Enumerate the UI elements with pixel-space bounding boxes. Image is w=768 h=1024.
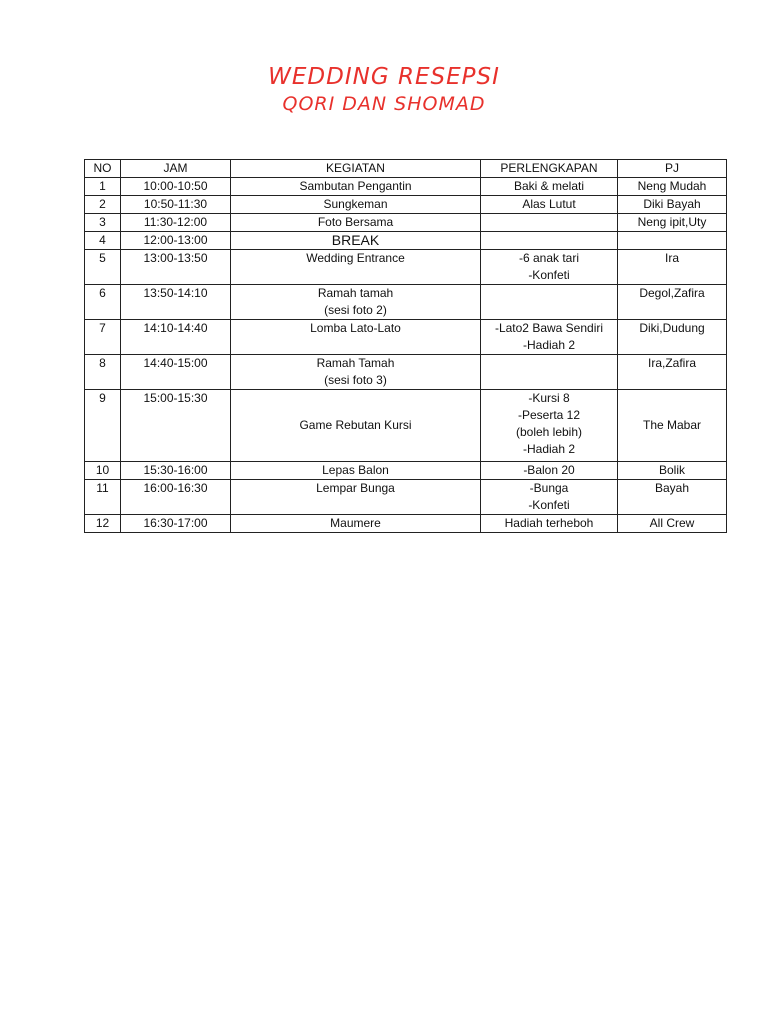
cell-no: 2 (85, 196, 121, 214)
cell-perlengkapan (481, 320, 618, 355)
cell-perlengkapan (481, 196, 618, 214)
cell-jam: 16:00-16:30 (121, 480, 231, 515)
cell-jam: 14:40-15:00 (121, 355, 231, 390)
cell-kegiatan-line: Ramah Tamah (316, 356, 395, 370)
cell-pj: Diki Bayah (618, 196, 727, 214)
table-header-row (85, 160, 727, 178)
cell-perlengkapan (481, 214, 618, 232)
cell-pj (618, 232, 727, 250)
table-row (85, 320, 727, 355)
cell-kegiatan-line: Lempar Bunga (316, 481, 395, 495)
cell-perlengkapan (481, 390, 618, 462)
cell-perlengkapan-line: -Lato2 Bawa Sendiri (494, 321, 604, 335)
table-row (85, 196, 727, 214)
cell-no: 6 (85, 285, 121, 320)
table-row (85, 232, 727, 250)
cell-jam: 15:30-16:00 (121, 462, 231, 480)
table-row (85, 355, 727, 390)
cell-kegiatan (231, 480, 481, 515)
cell-jam: 13:50-14:10 (121, 285, 231, 320)
cell-kegiatan (231, 214, 481, 232)
cell-perlengkapan-line: -Kursi 8 (528, 391, 570, 405)
cell-kegiatan-line: (sesi foto 2) (324, 303, 387, 317)
cell-perlengkapan (481, 250, 618, 285)
page-title: WEDDING RESEPSI (268, 64, 500, 90)
cell-perlengkapan (481, 355, 618, 390)
table-row (85, 178, 727, 196)
cell-kegiatan (231, 285, 481, 320)
cell-perlengkapan-line: -Konfeti (528, 498, 570, 512)
cell-kegiatan-line: Ramah tamah (317, 286, 394, 300)
schedule-body (85, 178, 727, 533)
cell-perlengkapan-line: -Bunga (529, 481, 569, 495)
cell-kegiatan-line: Game Rebutan Kursi (299, 418, 412, 432)
table-row (85, 515, 727, 533)
column-header-jam: JAM (121, 160, 231, 178)
cell-pj: The Mabar (618, 390, 727, 462)
cell-perlengkapan (481, 462, 618, 480)
cell-kegiatan-line: Wedding Entrance (306, 251, 405, 265)
cell-jam: 12:00-13:00 (121, 232, 231, 250)
cell-kegiatan-line: Sambutan Pengantin (299, 179, 412, 193)
cell-jam: 11:30-12:00 (121, 214, 231, 232)
cell-kegiatan-line: Maumere (330, 516, 381, 530)
cell-kegiatan-line: BREAK (331, 232, 380, 248)
cell-pj: Degol,Zafira (618, 285, 727, 320)
cell-pj: Bayah (618, 480, 727, 515)
cell-no: 9 (85, 390, 121, 462)
cell-kegiatan (231, 390, 481, 462)
cell-pj: Ira,Zafira (618, 355, 727, 390)
cell-perlengkapan (481, 178, 618, 196)
column-header-no: NO (85, 160, 121, 178)
table-row (85, 480, 727, 515)
cell-no: 7 (85, 320, 121, 355)
column-header-kegiatan: KEGIATAN (231, 160, 481, 178)
cell-kegiatan (231, 320, 481, 355)
cell-jam: 15:00-15:30 (121, 390, 231, 462)
cell-kegiatan (231, 462, 481, 480)
table-row (85, 390, 727, 462)
cell-perlengkapan-line: -Peserta 12 (517, 408, 581, 422)
cell-no: 11 (85, 480, 121, 515)
cell-kegiatan (231, 355, 481, 390)
cell-jam: 14:10-14:40 (121, 320, 231, 355)
cell-perlengkapan-line: -6 anak tari (518, 251, 580, 265)
cell-kegiatan-line: Foto Bersama (317, 215, 394, 229)
table-row (85, 250, 727, 285)
cell-pj: Neng Mudah (618, 178, 727, 196)
cell-perlengkapan (481, 232, 618, 250)
cell-kegiatan (231, 250, 481, 285)
cell-no: 8 (85, 355, 121, 390)
cell-perlengkapan (481, 285, 618, 320)
cell-kegiatan (231, 232, 481, 250)
cell-perlengkapan (481, 480, 618, 515)
cell-kegiatan (231, 196, 481, 214)
cell-jam: 10:50-11:30 (121, 196, 231, 214)
cell-perlengkapan-line: Alas Lutut (522, 197, 576, 211)
cell-kegiatan-line: Lepas Balon (322, 463, 389, 477)
cell-kegiatan-line: (sesi foto 3) (324, 373, 387, 387)
cell-kegiatan (231, 515, 481, 533)
cell-kegiatan-line: Sungkeman (323, 197, 388, 211)
cell-perlengkapan (481, 515, 618, 533)
page-subtitle: QORI DAN SHOMAD (282, 93, 486, 115)
cell-no: 10 (85, 462, 121, 480)
table-row (85, 214, 727, 232)
cell-pj: Neng ipit,Uty (618, 214, 727, 232)
cell-no: 4 (85, 232, 121, 250)
cell-no: 1 (85, 178, 121, 196)
cell-no: 5 (85, 250, 121, 285)
column-header-perlengkapan: PERLENGKAPAN (481, 160, 618, 178)
cell-no: 12 (85, 515, 121, 533)
cell-perlengkapan-line: -Hadiah 2 (522, 442, 576, 456)
table-row (85, 285, 727, 320)
cell-pj: All Crew (618, 515, 727, 533)
cell-jam: 13:00-13:50 (121, 250, 231, 285)
cell-perlengkapan-line: -Konfeti (528, 268, 570, 282)
cell-no: 3 (85, 214, 121, 232)
cell-perlengkapan-line: Baki & melati (513, 179, 585, 193)
cell-kegiatan-line: Lomba Lato-Lato (310, 321, 401, 335)
cell-pj: Diki,Dudung (618, 320, 727, 355)
cell-pj: Bolik (618, 462, 727, 480)
schedule-table (84, 159, 727, 533)
cell-jam: 16:30-17:00 (121, 515, 231, 533)
cell-kegiatan (231, 178, 481, 196)
cell-perlengkapan-line: Hadiah terheboh (504, 516, 594, 530)
cell-perlengkapan-line: (boleh lebih) (515, 425, 583, 439)
table-row (85, 462, 727, 480)
cell-perlengkapan-line: -Balon 20 (523, 463, 575, 477)
column-header-pj: PJ (618, 160, 727, 178)
cell-perlengkapan-line: -Hadiah 2 (522, 338, 576, 352)
cell-pj: Ira (618, 250, 727, 285)
cell-jam: 10:00-10:50 (121, 178, 231, 196)
